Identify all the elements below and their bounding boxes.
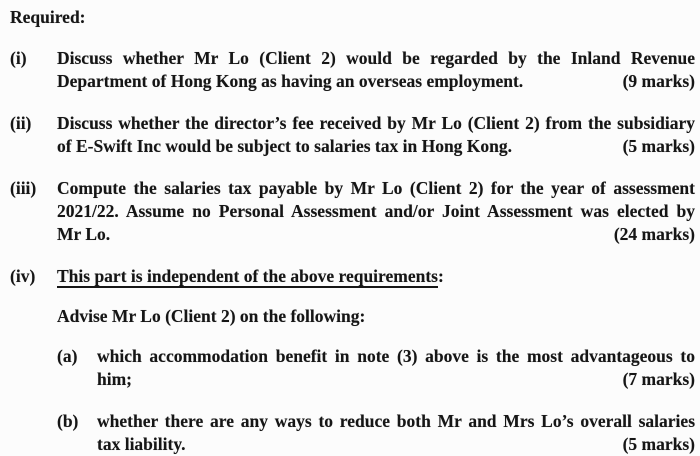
sub-item-a xyxy=(57,345,695,391)
item-label: (iv) xyxy=(10,266,36,286)
item-text-line: 2021/22. Assume no Personal Assessment and/or Joint Assessment was elected by xyxy=(57,201,695,221)
item-body xyxy=(57,47,695,93)
item-last-line xyxy=(57,223,695,246)
marks-label: (9 marks) xyxy=(622,71,695,91)
required-heading: Required: xyxy=(10,7,86,27)
requirement-item-iii xyxy=(10,177,695,246)
item-text-line: whether there are any ways to reduce both Mr and Mrs Lo’s overall salaries xyxy=(97,411,695,431)
item-body xyxy=(57,265,695,288)
item-text-line: Discuss whether Mr Lo (Client 2) would be regarded by the Inland Revenue xyxy=(57,48,695,68)
item-label: (b) xyxy=(57,411,79,431)
marks-label: (24 marks) xyxy=(613,224,695,244)
item-label: (a) xyxy=(57,346,78,366)
item-text-line: which accommodation benefit in note (3) above is the most advantageous to xyxy=(97,346,695,366)
marks-label: (7 marks) xyxy=(622,369,695,389)
item-label: (iii) xyxy=(10,178,37,198)
sub-item-b xyxy=(57,410,695,456)
item-text-line: Discuss whether the director’s fee received by Mr Lo (Client 2) from the subsidiary xyxy=(57,113,695,133)
item-body xyxy=(57,177,695,246)
item-iv-underlined-text: This part is independent of the above requirements xyxy=(57,266,438,286)
advise-paragraph: Advise Mr Lo (Client 2) on the following: xyxy=(57,306,366,326)
item-last-line xyxy=(57,135,695,158)
item-body xyxy=(57,112,695,158)
item-last-line xyxy=(97,368,695,391)
item-body xyxy=(97,410,695,456)
item-body xyxy=(97,345,695,391)
item-iv-colon: : xyxy=(437,266,444,286)
requirement-item-iv xyxy=(10,265,695,456)
item-text-line: of E-Swift Inc would be subject to salaries tax in Hong Kong. xyxy=(57,136,513,156)
marks-label: (5 marks) xyxy=(622,136,695,156)
item-text-line: tax liability. xyxy=(97,434,186,454)
item-label: (ii) xyxy=(10,113,32,133)
item-iv-heading-row xyxy=(10,265,695,288)
item-text-line: Department of Hong Kong as having an overseas employment. xyxy=(57,71,524,91)
item-label: (i) xyxy=(10,48,27,68)
item-last-line xyxy=(97,433,695,456)
requirement-item-i xyxy=(10,47,695,93)
item-text-line: Mr Lo. xyxy=(57,224,111,244)
item-last-line xyxy=(57,70,695,93)
item-text-line: him; xyxy=(97,369,132,389)
marks-label: (5 marks) xyxy=(622,434,695,454)
item-text-line: Compute the salaries tax payable by Mr Lo (Client 2) for the year of assessment xyxy=(57,178,695,198)
requirement-item-ii xyxy=(10,112,695,158)
